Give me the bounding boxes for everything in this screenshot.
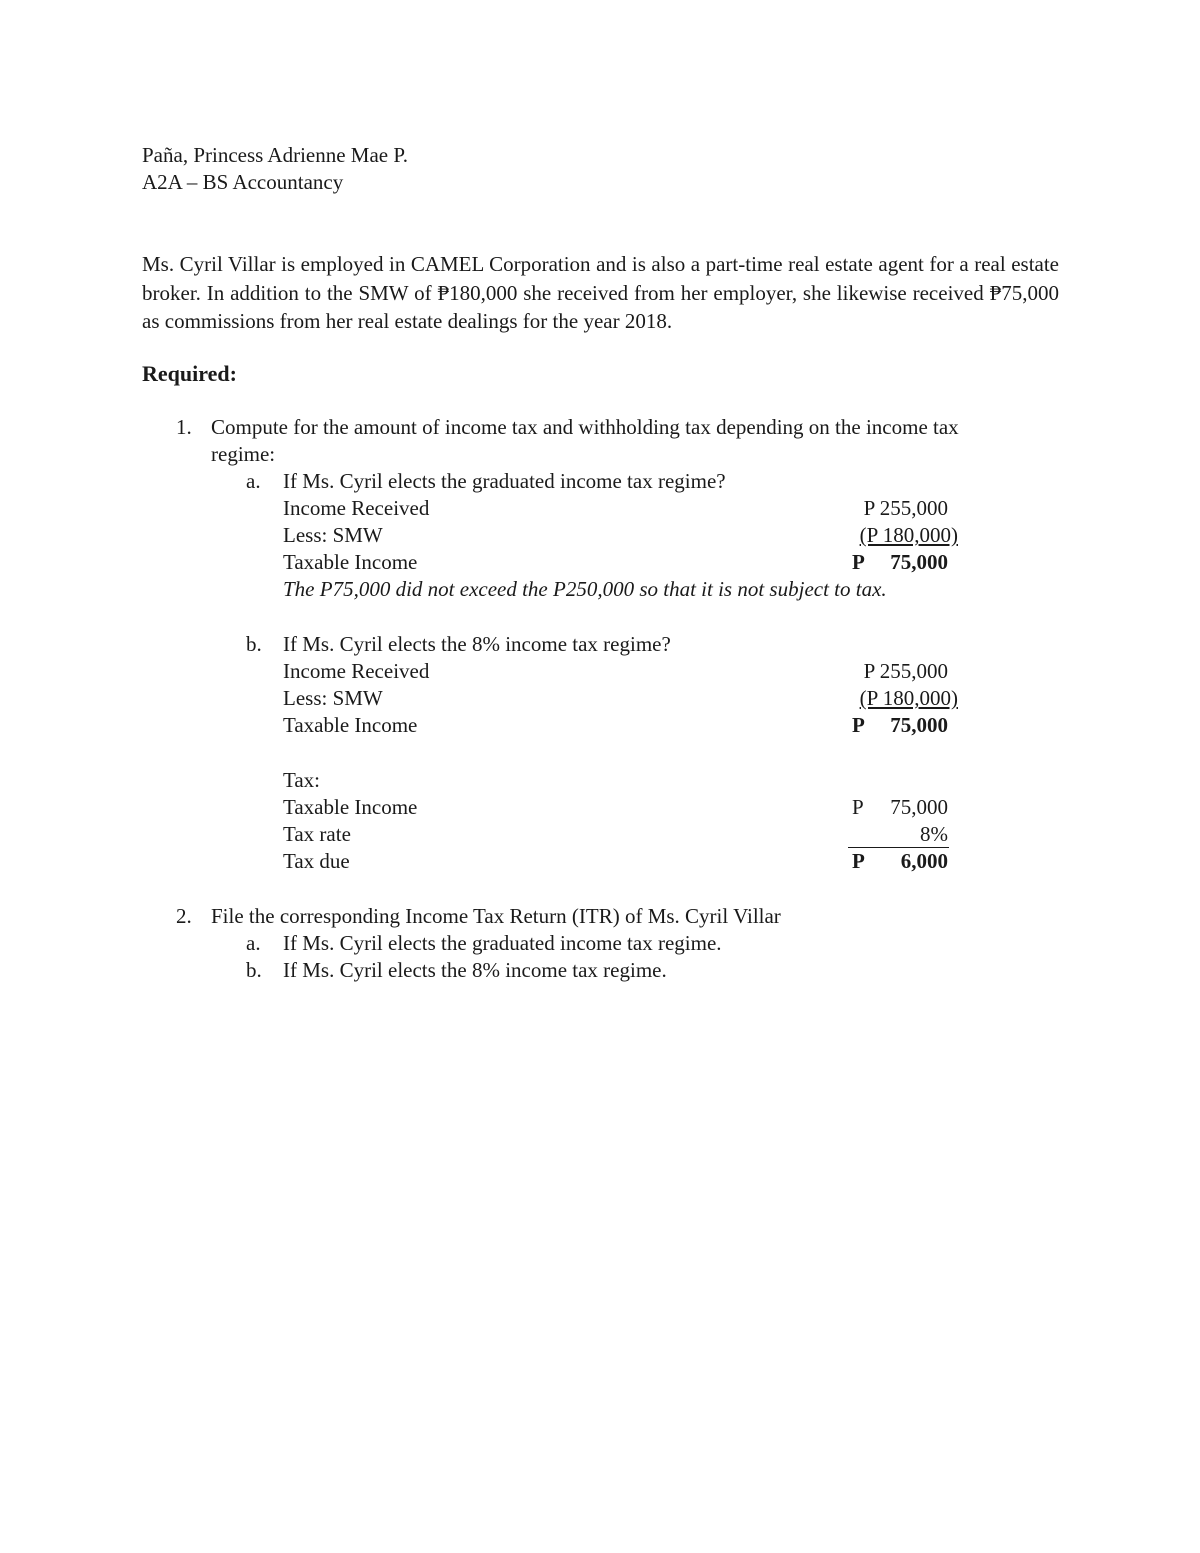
tax-row-label: Taxable Income	[283, 795, 418, 819]
q1b-row-value: (P 180,000)	[859, 686, 958, 710]
q2-text: File the corresponding Income Tax Return (ITR) of Ms. Cyril Villar	[211, 904, 781, 928]
q1a-note: The P75,000 did not exceed the P250,000 so that it is not subject to tax.	[283, 577, 887, 601]
q1b-row-value: 75,000	[890, 713, 948, 737]
problem-statement: Ms. Cyril Villar is employed in CAMEL Corporation and is also a part-time real estate agent for a real estate broker. In addition to the SMW of ₱180,000 she received from her employer, she likewise received ₱75,000 as commissions from her real estate dealings for the year 2018.	[142, 252, 1059, 333]
required-heading: Required:	[142, 361, 237, 386]
q1a-row-label: Less: SMW	[283, 523, 383, 547]
q1a-row-value: P 255,000	[863, 496, 948, 520]
tax-row-value: 75,000	[890, 795, 948, 819]
tax-heading: Tax:	[283, 768, 321, 792]
q1b-row-value: P 255,000	[863, 659, 948, 683]
student-name: Paña, Princess Adrienne Mae P.	[142, 143, 408, 167]
q1a-row-value: 75,000	[890, 550, 948, 574]
q1-text-line2: regime:	[211, 442, 276, 466]
q1a-question: If Ms. Cyril elects the graduated income tax regime?	[283, 469, 726, 493]
tax-row-value: 8%	[920, 822, 948, 846]
q1a-letter: a.	[246, 469, 261, 493]
tax-row-label: Tax rate	[283, 822, 351, 846]
tax-row-prefix: P	[852, 849, 865, 873]
q1b-row-label: Taxable Income	[283, 713, 418, 737]
q1b-question: If Ms. Cyril elects the 8% income tax regime?	[283, 632, 671, 656]
tax-row-value: 6,000	[900, 849, 948, 873]
q2a-text: If Ms. Cyril elects the graduated income tax regime.	[283, 931, 722, 955]
q1a-row-value: (P 180,000)	[859, 523, 958, 547]
q1-text-line1: Compute for the amount of income tax and withholding tax depending on the income tax	[211, 415, 959, 439]
tax-row-prefix: P	[852, 795, 864, 819]
q1a-row-label: Income Received	[283, 496, 430, 520]
q2a-letter: a.	[246, 931, 261, 955]
q1b-row-label: Less: SMW	[283, 686, 383, 710]
q2b-text: If Ms. Cyril elects the 8% income tax regime.	[283, 958, 667, 982]
q1b-taxable-prefix: P	[852, 713, 865, 737]
q1b-row-label: Income Received	[283, 659, 430, 683]
q1a-taxable-prefix: P	[852, 550, 865, 574]
q1b-letter: b.	[246, 632, 262, 656]
student-section: A2A – BS Accountancy	[142, 170, 344, 194]
q2-number: 2.	[176, 904, 192, 928]
tax-row-label: Tax due	[283, 849, 350, 873]
q1-number: 1.	[176, 415, 192, 439]
q1a-row-label: Taxable Income	[283, 550, 418, 574]
q2b-letter: b.	[246, 958, 262, 982]
